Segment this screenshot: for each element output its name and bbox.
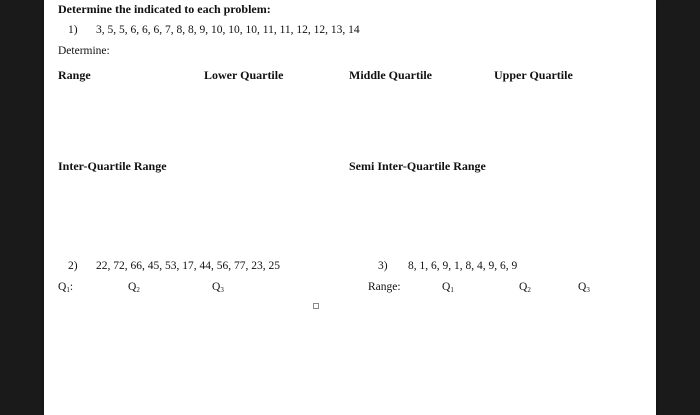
- problem-1-data: 3, 5, 5, 6, 6, 6, 7, 8, 8, 9, 10, 10, 10, 11, 11, 12, 12, 13, 14: [96, 24, 360, 36]
- determine-label: Determine:: [58, 45, 110, 57]
- iqr-label: Inter-Quartile Range: [58, 159, 167, 173]
- problem-3-range-label: Range:: [368, 281, 401, 293]
- problem-2-data: 22, 72, 66, 45, 53, 17, 44, 56, 77, 23, 25: [96, 260, 280, 272]
- problem-3-data: 8, 1, 6, 9, 1, 8, 4, 9, 6, 9: [408, 260, 518, 272]
- problem-2-number: 2): [68, 260, 78, 272]
- problem-2-q3-label: $Q_3$: [212, 281, 224, 294]
- problem-1-number: 1): [68, 24, 78, 36]
- worksheet-page: [44, 0, 656, 415]
- problem-3-number: 3): [378, 260, 388, 272]
- middle-quartile-label: Middle Quartile: [349, 68, 432, 82]
- problem-3-q2-label: $Q_2$: [519, 281, 531, 294]
- anchor-marker: [313, 303, 319, 309]
- problem-2-q2-label: $Q_2$: [128, 281, 140, 294]
- worksheet-heading: Determine the indicated to each problem:: [58, 2, 271, 16]
- semi-iqr-label: Semi Inter-Quartile Range: [349, 159, 486, 173]
- problem-3-q3-label: $Q_3$: [578, 281, 590, 294]
- problem-3-q1-label: $Q_1$: [442, 281, 454, 294]
- lower-quartile-label: Lower Quartile: [204, 68, 284, 82]
- problem-2-q1-label: $Q_1$:: [58, 281, 74, 294]
- upper-quartile-label: Upper Quartile: [494, 68, 573, 82]
- range-label: Range: [58, 68, 91, 82]
